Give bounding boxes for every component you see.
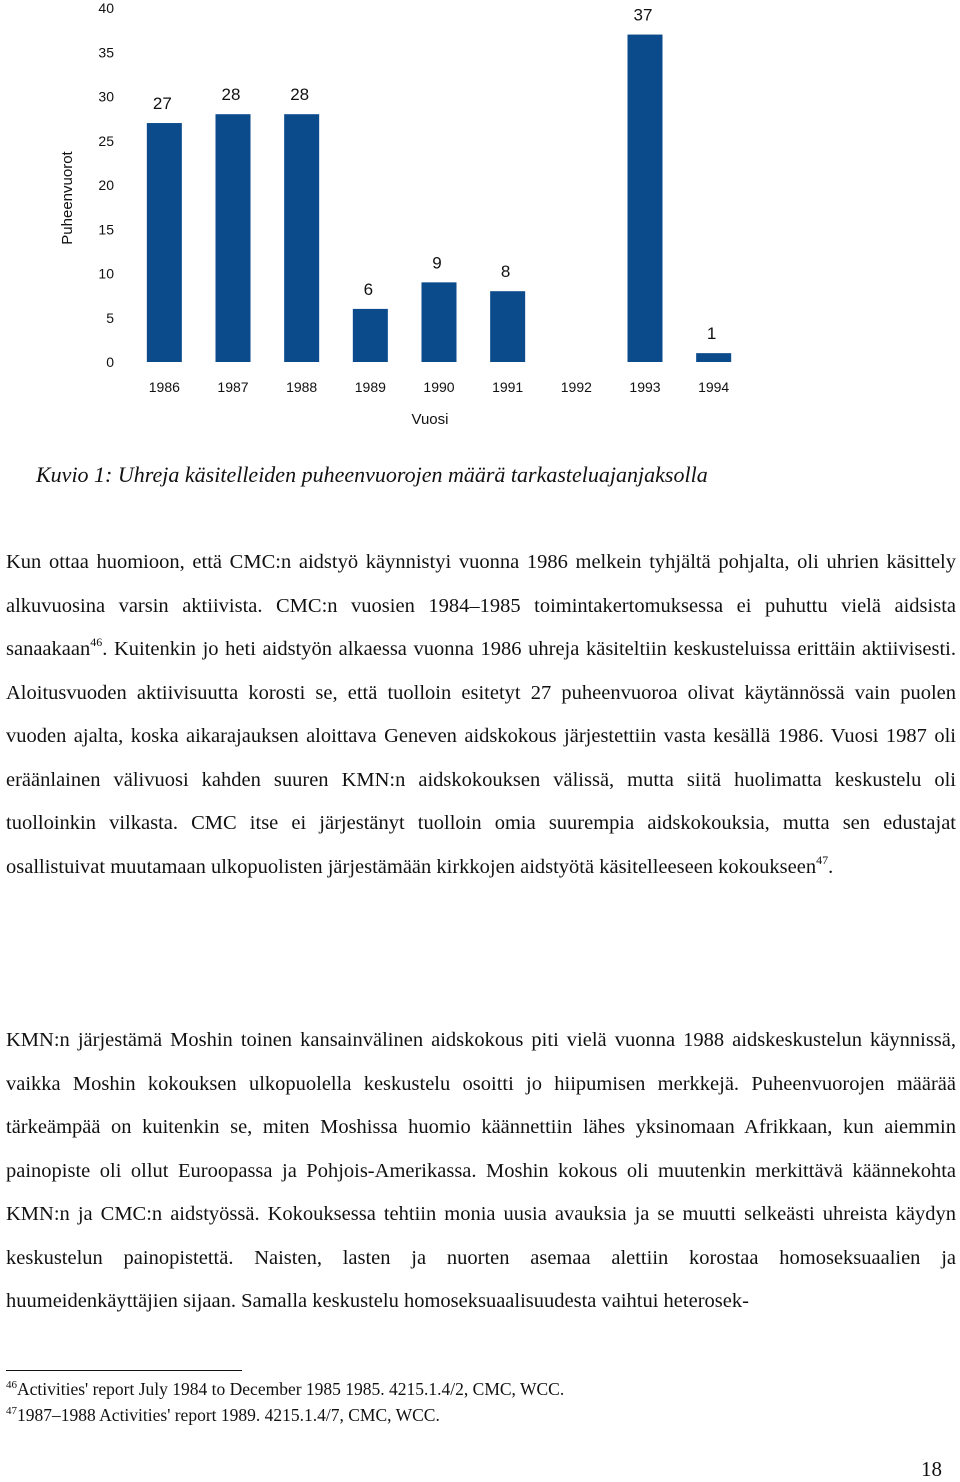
x-tick-label-1991: 1991 [492, 379, 524, 395]
bar-1988 [284, 114, 319, 362]
bar-value-label-1989: 6 [363, 279, 374, 299]
bar-1986 [147, 123, 182, 362]
x-tick-label-1994: 1994 [698, 379, 730, 395]
y-tick-label: 0 [106, 354, 114, 370]
bar-value-label-1991: 8 [500, 262, 511, 282]
figure-caption: Kuvio 1: Uhreja käsitelleiden puheenvuorojen määrä tarkasteluajanjaksolla [36, 462, 708, 487]
x-tick-label-1989: 1989 [354, 379, 386, 395]
body-paragraph-2: KMN:n järjestämä Moshin toinen kansainvälinen aidskokous piti vielä vuonna 1988 aidskeskustelun käynnissä, vaikka Moshin kokouksen ulkopuolella keskustelu osoitti jo hiipumisen merkkejä. Puheenvuorojen määrää tärkeämpää on kuitenkin se, miten Moshissa huomio käännettiin lähes yksinomaan Afrikkaan, kun aiemmin painopiste oli ollut Euroopassa ja Pohjois-Amerikassa. Moshin kokous oli muutenkin merkittävä käännekohta KMN:n ja CMC:n aidstyössä. Kokouksessa tehtiin monia uusia avauksia ja se muutti selkeästi uhreista käydyn keskustelun painopistettä. Naisten, lasten ja nuorten asemaa alettiin korostaa homoseksuaalien ja huumeidenkäyttäjien sijaan. Samalla keskustelu homoseksuaalisuudesta vaihtui heterosek- [6, 1029, 956, 1312]
paragraph-1-text-a: Kun ottaa huomioon, että CMC:n aidstyö käynnistyi vuonna 1986 melkein tyhjältä pohjalta, oli uhrien käsittely alkuvuosina varsin aktiivista. CMC:n vuosien 1984–1985 toimintakertomuksessa ei puhuttu vielä aidsista sanaakaan [6, 551, 956, 660]
x-tick-label-1990: 1990 [423, 379, 455, 395]
x-tick-label-1993: 1993 [629, 379, 661, 395]
paragraph-1-text-b: . Kuitenkin jo heti aidstyön alkaessa vuonna 1986 uhreja käsiteltiin keskusteluissa erittäin aktiivisesti. Aloitusvuoden aktiivisuutta korosti se, että tuolloin esitetyt 27 puheenvuoroa olivat käytännössä vain puolen vuoden ajalta, koska aikarajauksen aloittava Geneven aidskokous järjestettiin vasta kesällä 1986. Vuosi 1987 oli eräänlainen välivuosi kahden suuren KMN:n aidskokouksen välissä, mutta siitä huolimatta keskustelu oli tuolloinkin vilkasta. CMC itse ei järjestänyt tuolloin omia suurempia aidskokouksia, mutta sen edustajat osallistuivat muutamaan ulkopuolisten järjestämään kirkkojen aidstyötä käsitelleeseen kokoukseen [6, 638, 956, 878]
bar-value-label-1990: 9 [432, 253, 442, 273]
x-tick-label-1986: 1986 [148, 379, 180, 395]
bar-value-label-1987: 28 [221, 85, 241, 105]
y-tick-label: 40 [98, 0, 114, 16]
x-tick-label-1987: 1987 [217, 379, 249, 395]
bar-value-label-1986: 27 [152, 94, 172, 114]
footnote-number: 46 [6, 1379, 17, 1391]
bar-value-label-1993: 37 [633, 5, 653, 25]
footnote-ref-47[interactable]: 47 [816, 852, 829, 867]
x-tick-label-1992: 1992 [560, 379, 592, 395]
body-paragraph-1 [6, 541, 956, 889]
paragraph-1-text-c: . [828, 855, 834, 878]
bar-value-label-1988: 28 [290, 85, 310, 105]
bar-1991 [490, 291, 525, 362]
footnote-46 [6, 1378, 564, 1400]
x-axis-label: Vuosi [411, 411, 449, 428]
footnote-text: Activities' report July 1984 to December 1985 1985. 4215.1.4/2, CMC, WCC. [17, 1379, 565, 1399]
bar-1989 [353, 309, 388, 362]
footnote-ref-46[interactable]: 46 [90, 635, 103, 649]
x-tick-label-1988: 1988 [286, 379, 318, 395]
bars [147, 35, 731, 362]
footnote-number: 47 [6, 1405, 17, 1417]
footnote-separator [6, 1370, 242, 1371]
page-number: 18 [921, 1457, 942, 1481]
y-tick-label: 25 [98, 132, 114, 149]
bar-1990 [422, 282, 457, 362]
y-tick-label: 15 [98, 221, 114, 238]
y-tick-label: 20 [98, 177, 114, 193]
footnote-text: 1987–1988 Activities' report 1989. 4215.1.4/7, CMC, WCC. [17, 1405, 440, 1425]
bar-1987 [216, 114, 251, 362]
bar-chart [0, 0, 960, 440]
x-axis-ticks [149, 379, 730, 395]
bar-value-label-1994: 1 [706, 324, 717, 344]
y-axis-ticks [98, 0, 114, 370]
y-tick-label: 5 [106, 309, 114, 326]
footnote-47 [6, 1404, 440, 1426]
bar-1994 [696, 353, 731, 362]
y-tick-label: 30 [98, 88, 114, 105]
bar-1993 [628, 35, 663, 362]
y-tick-label: 35 [98, 44, 114, 61]
y-tick-label: 10 [98, 265, 114, 282]
y-axis-label: Puheenvuorot [59, 151, 76, 245]
